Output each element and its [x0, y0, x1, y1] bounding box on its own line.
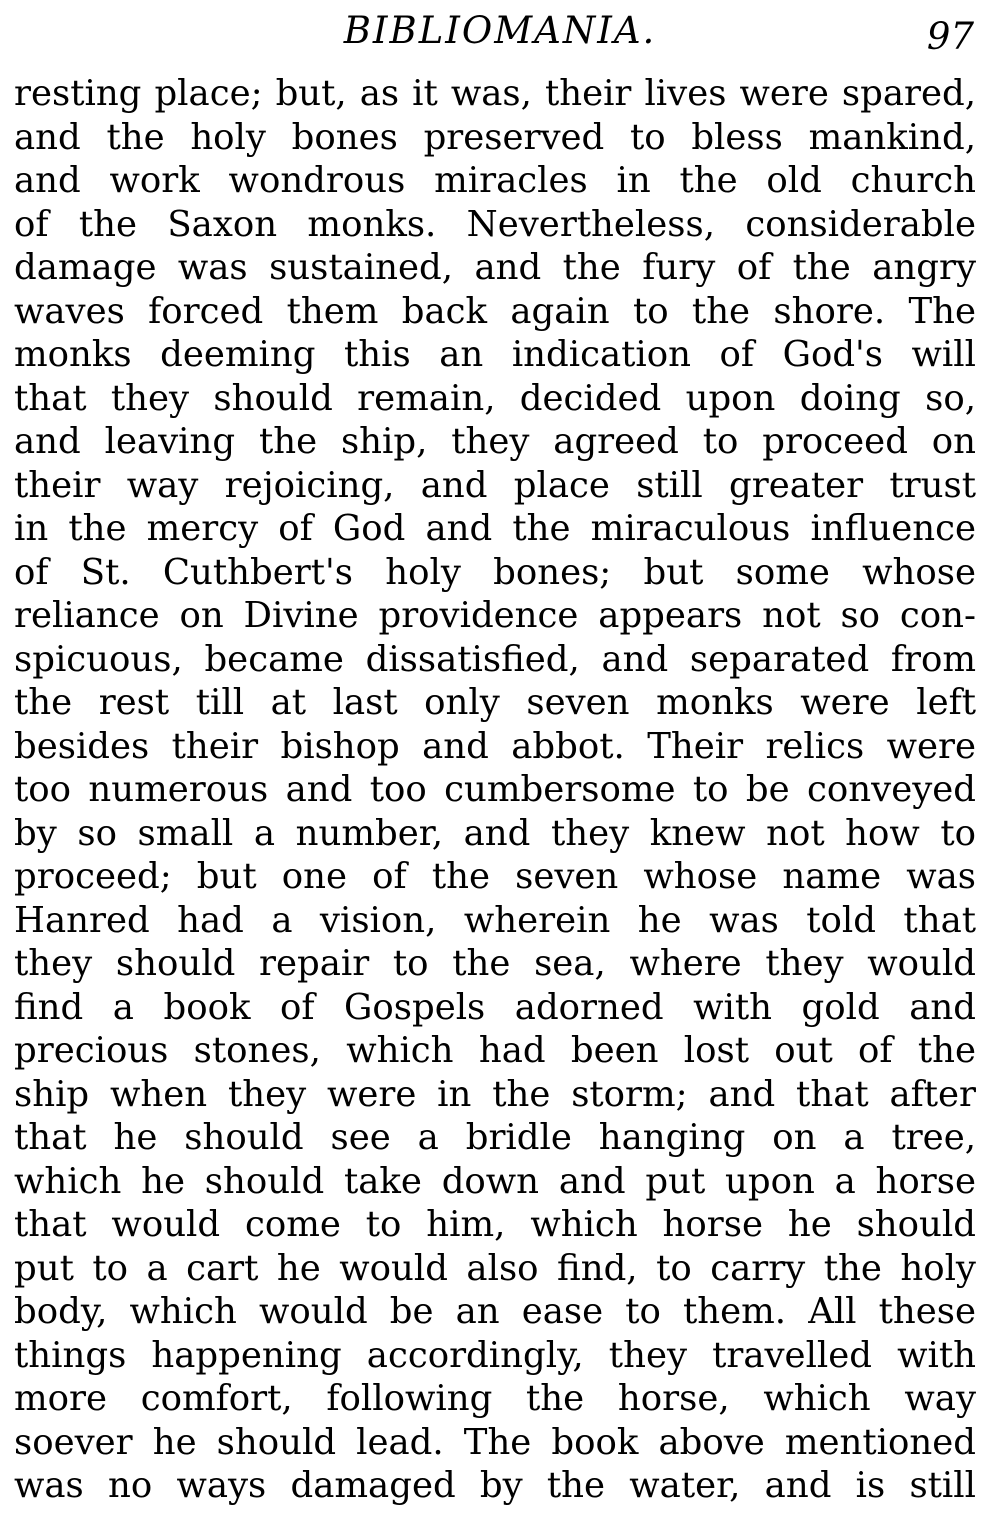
text-line: spicuous, became dissatisfied, and separated from: [14, 638, 976, 680]
text-line: which he should take down and put upon a horse: [14, 1160, 976, 1202]
text-line: too numerous and too cumbersome to be conveyed: [14, 769, 976, 810]
text-line: put to a cart he would also find, to carry the holy: [14, 1247, 976, 1289]
text-line: monks deeming this an indication of God's will: [14, 334, 976, 375]
text-line: proceed; but one of the seven whose name was: [14, 856, 976, 897]
text-line: resting place; but, as it was, their lives were spared,: [14, 73, 976, 114]
text-line: they should repair to the sea, where they would: [14, 943, 976, 984]
text-line: precious stones, which had been lost out of the: [14, 1030, 976, 1071]
text-line: that would come to him, which horse he should: [14, 1204, 976, 1245]
text-line: besides their bishop and abbot. Their relics were: [14, 725, 976, 767]
text-line: find a book of Gospels adorned with gold and: [14, 986, 976, 1028]
text-line: the rest till at last only seven monks were left: [14, 682, 976, 723]
text-line: that they should remain, decided upon doing so,: [14, 377, 976, 419]
text-line: body, which would be an ease to them. All these: [14, 1291, 976, 1332]
text-line: of St. Cuthbert's holy bones; but some whose: [14, 551, 976, 593]
text-line: by so small a number, and they knew not how to: [14, 812, 976, 854]
text-line: Hanred had a vision, wherein he was told that: [14, 899, 976, 941]
running-head: [0, 6, 1000, 56]
text-line: their way rejoicing, and place still greater trust: [14, 464, 976, 506]
text-line: soever he should lead. The book above mentioned: [14, 1421, 976, 1463]
text-line: in the mercy of God and the miraculous influence: [14, 508, 976, 549]
running-title: BIBLIOMANIA.: [343, 9, 657, 52]
text-line: waves forced them back again to the shore. The: [14, 290, 976, 332]
text-line: reliance on Divine providence appears not so con-: [14, 595, 976, 636]
text-line: of the Saxon monks. Nevertheless, considerable: [14, 203, 976, 245]
text-line: and the holy bones preserved to bless mankind,: [14, 116, 976, 158]
body-text: [14, 72, 976, 1508]
text-line: more comfort, following the horse, which way: [14, 1378, 976, 1419]
text-line: and work wondrous miracles in the old church: [14, 160, 976, 201]
text-line: damage was sustained, and the fury of the angry: [14, 247, 976, 288]
text-line: that he should see a bridle hanging on a tree,: [14, 1117, 976, 1158]
text-line: and leaving the ship, they agreed to proceed on: [14, 421, 976, 462]
page-number: 97: [926, 15, 974, 58]
text-line: things happening accordingly, they travelled with: [14, 1334, 976, 1376]
text-line: ship when they were in the storm; and that after: [14, 1073, 976, 1115]
text-line: was no ways damaged by the water, and is still: [14, 1465, 976, 1506]
